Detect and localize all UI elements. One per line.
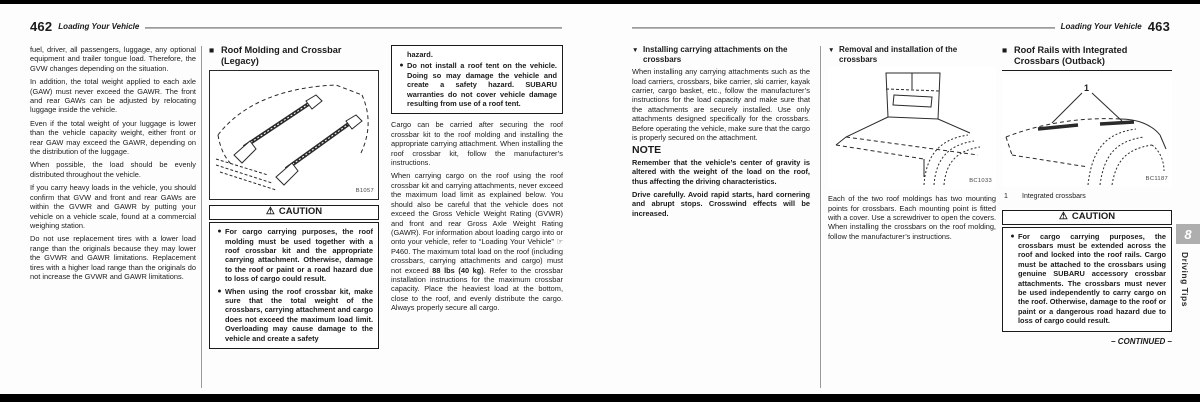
note-label: NOTE [632,144,662,157]
subsection-triangle-icon: ▼ [632,46,639,54]
figure-code: BC1033 [969,177,992,184]
figure-code: B1057 [355,187,374,194]
scan-top-border [0,0,1200,4]
chapter-tab-number: 8 [1176,224,1200,244]
left-header-rule [145,27,562,29]
note-paragraph: Remember that the vehicle’s center of gravity is altered with the weight of the load on the roof, thus affecting the driving characteristics. [632,157,810,186]
caution-body [1002,227,1172,332]
section-heading-text: Roof Rails with Integrated Crossbars (Outback) [1014,45,1128,66]
section-heading [209,45,379,66]
paragraph: Do not use replacement tires with a lower load range than the originals because they may lower the GVWR and GAWR limitations. Replacement tires with a higher load range than the originals do not increase the GVWR and GAWR limitations. [30,234,196,281]
figure-callout-1: 1 [1084,83,1090,94]
subsection-triangle-icon: ▼ [828,46,835,54]
paragraph: If you carry heavy loads in the vehicle, you should confirm that GVW and front and rear GAWs are within the GVWR and GAWR by putting your vehicle on a vehicle scale, found at a commercial weighing station. [30,183,196,230]
right-page-header [632,18,1170,34]
figure-caption [1004,192,1172,201]
left-column-3 [391,45,563,317]
caution-body [209,222,379,349]
paragraph: Each of the two roof moldings has two mounting points for crossbars. Each mounting point is fitted with a cover. Use a screwdriver to open the covers. When installing the crossbars on the roof molding, follow the manufacturer’s instructions. [828,194,996,241]
left-column-2 [209,45,379,349]
figure-roof-rails-outback [1002,75,1172,187]
bullet-icon: ● [399,62,404,70]
caution-bullet-text: Do not install a roof tent on the vehicle. Doing so may damage the vehicle and create a safety hazard. SUBARU warranties do not cover vehicle damage resulting from use of a roof tent. [407,61,557,109]
figure-roof-molding-crossbar [209,70,379,200]
caution-title: CAUTION [1071,210,1116,222]
right-column-3 [1002,45,1172,346]
caution-bullet [396,61,557,108]
subsection-heading [632,45,810,64]
figure-caption-number: 1 [1004,193,1008,201]
bullet-icon: ● [1010,232,1015,240]
column-divider [201,46,202,388]
right-header-rule [632,27,1055,29]
paragraph: Cargo can be carried after securing the roof crossbar kit to the roof molding and installing the appropriate carrying attachment. When installing the roof crossbar kit, follow the manufacturer’s instructions. [391,120,563,168]
right-page-number: 463 [1147,18,1170,34]
roof-crossbar-illustration [210,71,378,197]
caution-bullet [214,287,373,343]
crossbar-mounting-illustration [828,67,994,187]
section-heading [1002,45,1172,71]
continued-marker: – CONTINUED – [1111,336,1172,346]
left-page-title: Loading Your Vehicle [58,21,140,31]
chapter-tab-label: Driving Tips [1180,252,1190,307]
right-column-2 [828,45,996,245]
section-heading-text: Roof Molding and Crossbar (Legacy) [221,45,342,66]
caution-bullet-text: When using the roof crossbar kit, make sure that the total weight of the crossbars, carrying attachment and cargo does not exceed the maximum load limit. Overloading may cause damage to the vehicle and create a safety [225,286,373,343]
note-paragraph: Drive carefully. Avoid rapid starts, hard cornering and abrupt stops. Crosswind effects will be increased. [632,190,810,218]
paragraph: Even if the total weight of your luggage is lower than the vehicle capacity weight, either front or rear GAW may exceed the GAWR, depending on the distribution of the luggage. [30,118,196,157]
figure-caption-text: Integrated crossbars [1022,193,1086,201]
paragraph-text: . Refer to the crossbar installation instructions for the maximum crossbar capacity. Place the heaviest load at the bottom, close to the roof, and evenly distribute the cargo. Always properly secure all cargo. [391,265,563,313]
caution-bullet-text: For cargo carrying purposes, the roof molding must be used together with a roof crossbar kit and the appropriate carrying attachment. Otherwise, damage to the roof or paint or a road hazard due to loss of cargo could result. [225,227,373,284]
left-column-1 [30,45,196,285]
max-roof-load-value: 88 lbs (40 kg) [432,265,484,275]
subsection-heading-text: Installing carrying attachments on the crossbars [643,45,788,64]
paragraph: When possible, the load should be evenly distributed throughout the vehicle. [30,160,196,179]
caution-continuation-box [391,45,563,114]
caution-bullet-text: For cargo carrying purposes, the crossbars must be extended across the roof and locked into the roof rails. Cargo must be attached to the crossbars using genuine SUBARU accessory crossbar attachments. The crossbars must never be used independently to carry cargo on the roof. Otherwise, damage to the roof or paint or a dangerous road hazard due to loss of cargo could result. [1018,231,1166,326]
subsection-heading-text: Removal and installation of the crossbars [839,45,958,64]
warning-triangle-icon: ⚠ [1058,210,1068,222]
roof-rails-illustration [1002,75,1170,185]
left-page-header [30,18,562,34]
caution-continuation-text: hazard. [407,50,433,59]
scan-bottom-border [0,394,1200,402]
caution-header [209,205,379,220]
figure-code: BC1187 [1145,175,1168,182]
paragraph-text: When carrying cargo on the roof using the roof crossbar kit and carrying attachments, never exceed the maximum load limit as explained below. You should also be careful that the vehicle does not exceed the Gross Vehicle Weight Rating (GVWR) and front and rear Gross Axle Weight Rating (GAWR). For information about loading cargo into or onto your vehicle, refer to “Loading Your Vehicle” ☞P460. The maximum total load on the roof (including crossbars, carrying attachments and cargo) must not exceed [391,171,563,275]
left-page-number: 462 [30,18,53,34]
caution-bullet [214,227,373,283]
warning-triangle-icon: ⚠ [265,206,275,218]
right-page-title: Loading Your Vehicle [1060,21,1142,31]
caution-header [1002,210,1172,225]
right-column-1 [632,45,810,222]
figure-crossbar-mounting [828,67,996,189]
column-divider [820,46,821,388]
section-square-icon: ■ [1002,45,1008,55]
caution-title: CAUTION [278,206,323,218]
bullet-icon: ● [217,287,222,295]
bullet-icon: ● [217,228,222,236]
paragraph: When installing any carrying attachments such as the load carriers, crossbars, bike carrier, ski carrier, kayak carrier, cargo basket, etc., follow the manufacturer’s instructions for the load capacity and make sure that the attachments are securely installed. Use only attachments designed specifically for the crossbars. Before operating the vehicle, make sure that the cargo is properly secured on the attachment. [632,67,810,143]
section-square-icon: ■ [209,45,215,55]
paragraph: fuel, driver, all passengers, luggage, any optional equipment and trailer tongue load. Therefore, the GVW changes depending on the situation. [30,45,196,73]
paragraph [391,171,563,312]
caution-bullet [1007,232,1166,326]
subsection-heading [828,45,996,64]
paragraph: In addition, the total weight applied to each axle (GAW) must never exceed the GAWR. The front and rear GAWs can be adjusted by relocating luggage inside the vehicle. [30,77,196,115]
